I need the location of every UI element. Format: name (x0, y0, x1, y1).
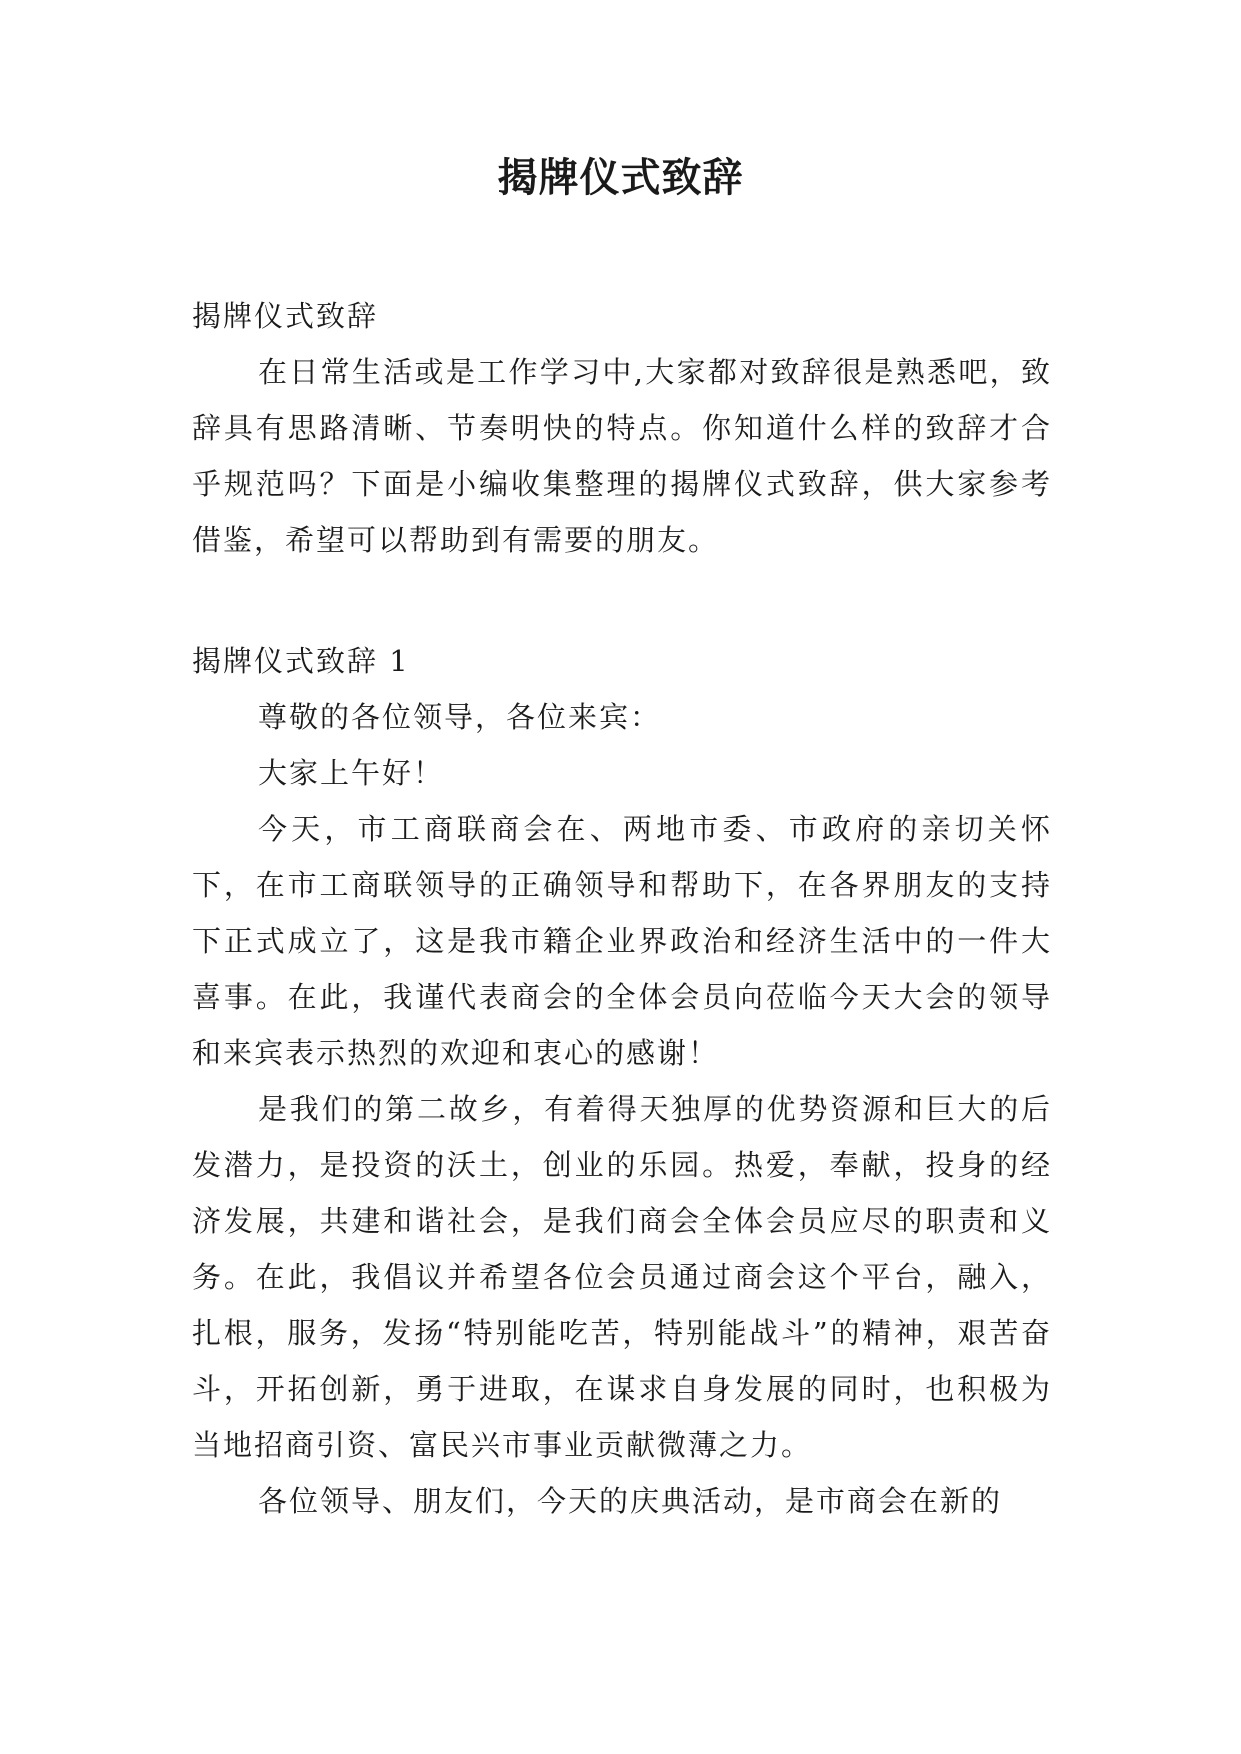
section-1-heading: 揭牌仪式致辞 1 (192, 644, 410, 678)
body-paragraph: 今天，市工商联商会在、两地市委、市政府的亲切关怀下，在市工商联领导的正确领导和帮助下，在各界朋友的支持下正式成立了，这是我市籍企业界政治和经济生活中的一件大喜事。在此，我谨代表商会的全体会员向莅临今天大会的领导和来宾表示热烈的欢迎和衷心的感谢！ (192, 812, 1052, 1070)
intro-heading: 揭牌仪式致辞 (192, 299, 379, 333)
document-title: 揭牌仪式致辞 (497, 155, 744, 201)
salutation: 尊敬的各位领导，各位来宾： (258, 700, 662, 734)
section-1 (192, 633, 1052, 1529)
intro-paragraph: 在日常生活或是工作学习中,大家都对致辞很是熟悉吧，致辞具有思路清晰、节奏明快的特点。你知道什么样的致辞才合乎规范吗？下面是小编收集整理的揭牌仪式致辞，供大家参考借鉴，希望可以帮助到有需要的朋友。 (192, 355, 1052, 557)
greeting: 大家上午好！ (258, 756, 445, 790)
intro-block (192, 288, 1052, 568)
body-paragraph: 各位领导、朋友们，今天的庆典活动，是市商会在新的 (258, 1484, 1003, 1518)
body-paragraph: 是我们的第二故乡，有着得天独厚的优势资源和巨大的后发潜力，是投资的沃土，创业的乐园。热爱，奉献，投身的经济发展，共建和谐社会，是我们商会全体会员应尽的职责和义务。在此，我倡议并希望各位会员通过商会这个平台，融入，扎根，服务，发扬“特别能吃苦，特别能战斗”的精神，艰苦奋斗，开拓创新，勇于进取，在谋求自身发展的同时，也积极为当地招商引资、富民兴市事业贡献微薄之力。 (192, 1092, 1052, 1462)
